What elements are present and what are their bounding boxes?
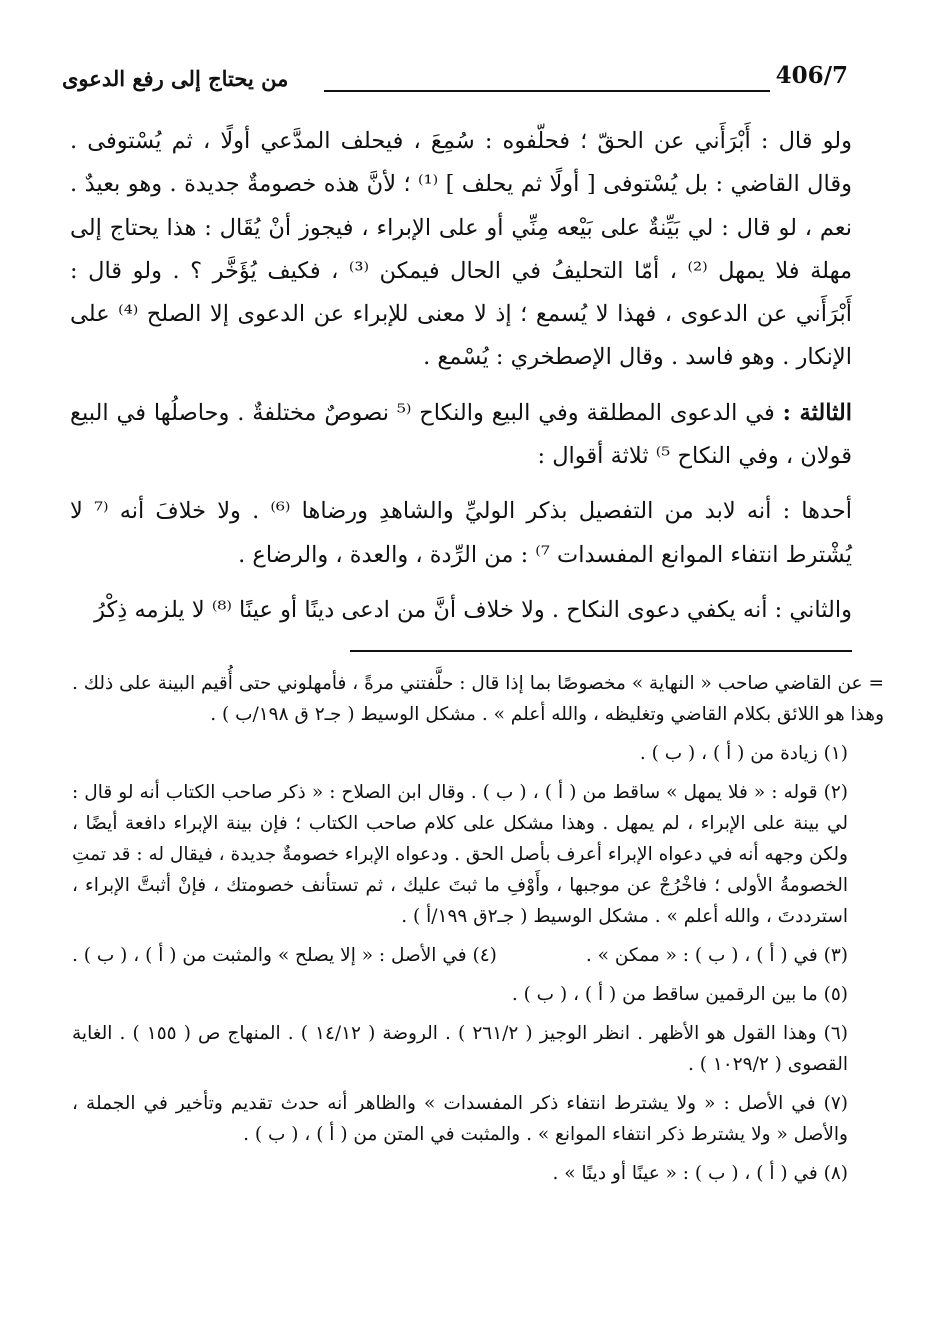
main-paragraph: والثاني : أنه يكفي دعوى النكاح . ولا خلاف أنَّ من ادعى دينًا أو عينًا ⁽⁸⁾ لا يلزمه ذِكْرُ	[94, 596, 852, 623]
footnotes	[72, 668, 884, 1197]
main-paragraph: أحدها : أنه لابد من التفصيل بذكر الوليِّ والشاهدِ ورضاها ⁽⁶⁾ . ولا خلافَ أنه ⁽⁷ لا يُشْترط انتفاء الموانع المفسدات ⁷⁾ : من الرِّدة ، والعدة ، والرضاع .	[70, 498, 852, 568]
main-paragraph-third-issue	[70, 392, 852, 479]
main-text	[70, 120, 852, 644]
main-paragraph: ولو قال : أَبْرَأَني عن الحقّ ؛ فحلّفوه : سُمِعَ ، فيحلف المدَّعي أولًا ، ثم يُسْتوفى . وقال القاضي : بل يُسْتوفى [ أولًا ثم يحلف ] ⁽¹⁾ ؛ لأنَّ هذه خصومةٌ جديدة . وهو بعيدٌ . نعم ، لو قال : لي بَيِّنةٌ على بَيْعه مِنِّي أو على الإبراء ، فيجوز أنْ يُقَال : هذا يحتاج إلى مهلة فلا يمهل ⁽²⁾ ، أمّا التحليفُ في الحال فيمكن ⁽³⁾ ، فكيف يُؤَخَّر ؟ . ولو قال : أَبْرَأَني عن الدعوى ، فهذا لا يُسمع ؛ إذ لا معنى للإبراء عن الدعوى إلا الصلح ⁽⁴⁾ على الإنكار . وهو فاسد . وقال الإصطخري : يُسْمع .	[70, 128, 853, 371]
page-number: 406/7	[775, 62, 848, 89]
footnote-2: (٢) قوله : « فلا يمهل » ساقط من ( أ ) ، ( ب ) . وقال ابن الصلاح : « ذكر صاحب الكتاب أنه لو قال : لي بينة على الإبراء ، لم يمهل . وهذا مشكل على كلام صاحب الكتاب ؛ فإن بينة الإبراء دافعة أيضًا ، ولكن وجهه أنه في دعواه الإبراء أعرف بأصل الحق . ودعواه الإبراء خصومةٌ جديدة ، فيقال له : قد تمتِ الخصومةُ الأولى ؛ فاخْرُجْ عن موجبها ، وأَوْفِ ما ثبتَ عليك ، ثم تستأنف خصومتك ، فإنْ أثبتَّ الإبراء ، استرددتَ ، والله أعلم » . مشكل الوسيط ( جـ٢ق ١٩٩/أ ) .	[72, 782, 848, 927]
footnote-5: (٥) ما بين الرقمين ساقط من ( أ ) ، ( ب ) .	[511, 984, 848, 1005]
footnote-continuation: = عن القاضي صاحب « النهاية » مخصوصًا بما إذا قال : حلَّفتني مرةً ، فأمهلوني حتى أُقيم البينة على ذلك . وهذا هو اللائق بكلام القاضي وتغليظه ، والله أعلم » . مشكل الوسيط ( جـ٢ ق ١٩٨/ب ) .	[72, 673, 884, 725]
footnote-separator	[350, 650, 852, 652]
header-rule	[324, 90, 770, 92]
running-title: من يحتاج إلى رفع الدعوى	[62, 66, 289, 91]
section-lead: الثالثة :	[782, 399, 852, 426]
footnote-7: (٧) في الأصل : « ولا يشترط انتفاء ذكر المفسدات » والظاهر أنه حدث تقديم وتأخير في الجملة ، والأصل « ولا يشترط ذكر انتفاء الموانع » . والمثبت في المتن من ( أ ) ، ( ب ) .	[72, 1093, 848, 1145]
footnote-6: (٦) وهذا القول هو الأظهر . انظر الوجيز ( ٢٦١/٢ ) . الروضة ( ١٤/١٢ ) . المنهاج ص ( ١٥٥ ) . الغاية القصوى ( ١٠٢٩/٢ ) .	[72, 1023, 848, 1075]
section-text: في الدعوى المطلقة وفي البيع والنكاح ⁽⁵ نصوصٌ مختلفةٌ . وحاصلُها في البيع قولان ، وفي النكاح ⁵⁾ ثلاثة أقوال :	[70, 399, 852, 470]
page-header	[62, 52, 848, 102]
footnote-4: (٤) في الأصل : « إلا يصلح » والمثبت من ( أ ) ، ( ب ) .	[72, 945, 497, 966]
footnote-3: (٣) في ( أ ) ، ( ب ) : « ممكن » .	[585, 945, 848, 966]
footnote-row-3-4	[72, 940, 848, 971]
footnote-8: (٨) في ( أ ) ، ( ب ) : « عينًا أو دينًا » .	[552, 1163, 848, 1184]
footnote-1: (١) زيادة من ( أ ) ، ( ب ) .	[639, 743, 848, 764]
